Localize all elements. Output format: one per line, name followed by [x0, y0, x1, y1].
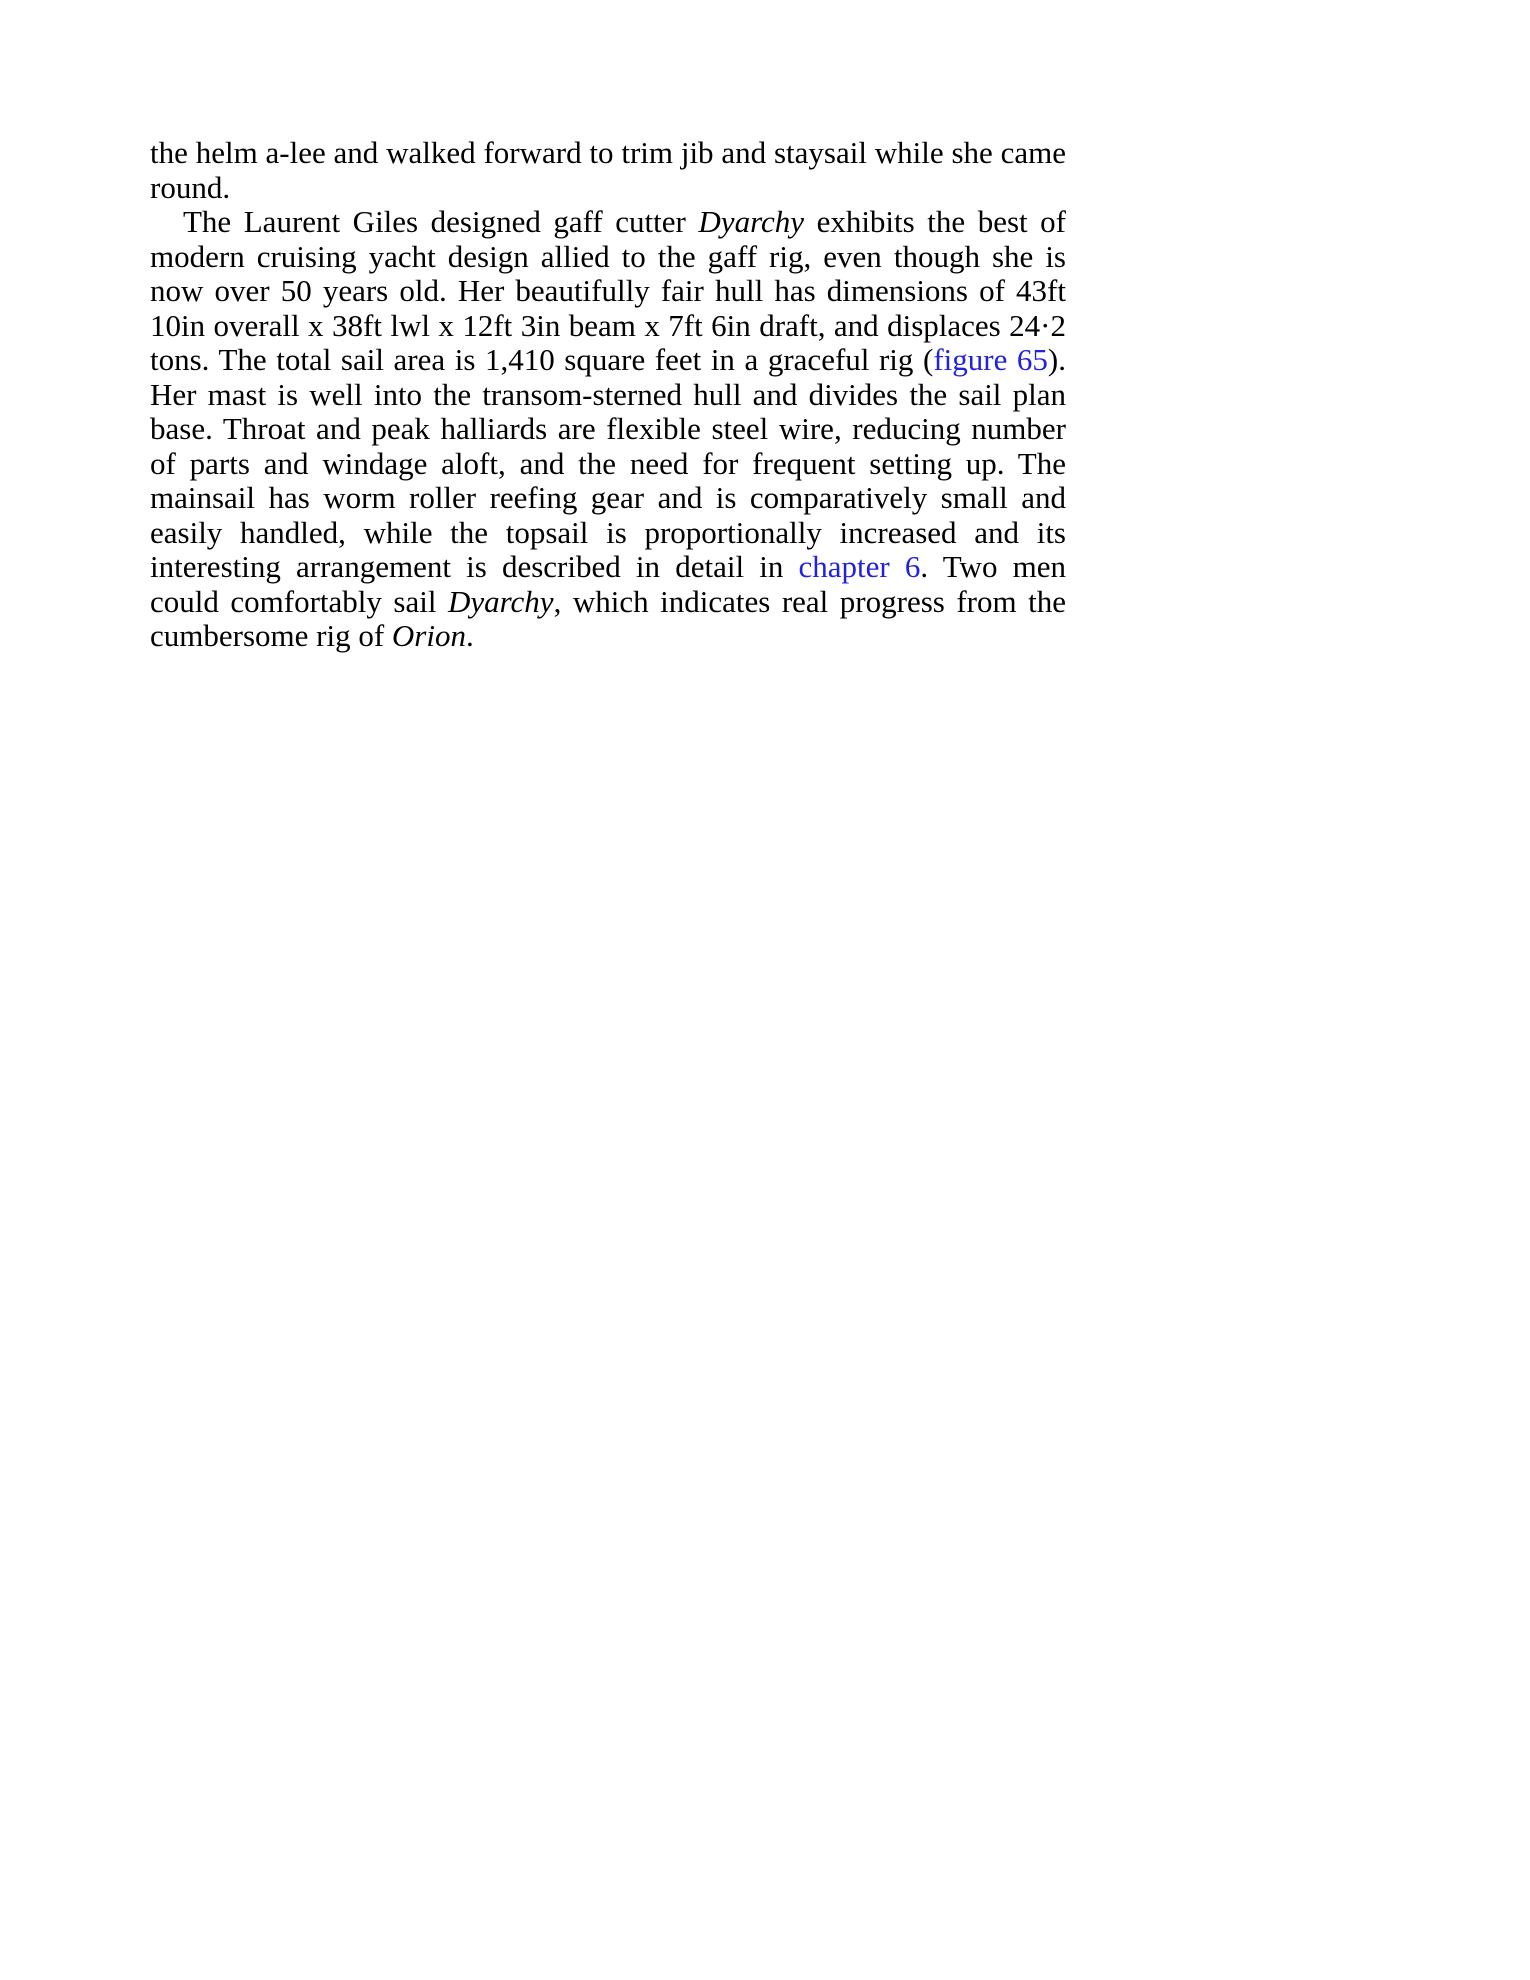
text-run: ). Her mast is well into the transom-sterned hull and divides the sail plan base. Throat and peak halliards are flexible steel wire, reducing number of parts and windage aloft, and the need for frequent setting up. The mainsail has worm roller reefing gear and is comparatively small and easily handled, while the topsail is proportionally increased and its interesting arrangement is described in detail in: [150, 342, 1066, 584]
link-chapter-6[interactable]: chapter 6: [798, 549, 921, 584]
link-figure-65[interactable]: figure 65: [933, 342, 1048, 377]
boat-name-dyarchy: Dyarchy: [698, 204, 805, 239]
boat-name-orion: Orion: [391, 618, 466, 653]
text-content: [150, 136, 1066, 654]
text-run: , which indicates real progress from the cumbersome rig of: [150, 583, 1066, 653]
text-run: .: [465, 618, 474, 653]
text-run: exhibits the best of modern cruising yacht design allied to the gaff rig, even though she is now over 50 years old. Her beautifully fair hull has dimensions of 43ft 10in overall x 38ft lwl x 12ft 3in beam x 7ft 6in draft, and displaces 24·2 tons. The total sail area is 1,410 square feet in a graceful rig (: [150, 204, 1066, 377]
paragraph-2: [150, 205, 1066, 654]
text-run: . Two men could comfortably sail: [150, 549, 1066, 619]
text-run: the helm a-lee and walked forward to trim jib and staysail while she came round.: [150, 135, 1066, 205]
boat-name-dyarchy: Dyarchy: [447, 583, 554, 619]
text-run: The Laurent Giles designed gaff cutter: [183, 204, 699, 239]
paragraph-1: [150, 136, 1066, 205]
